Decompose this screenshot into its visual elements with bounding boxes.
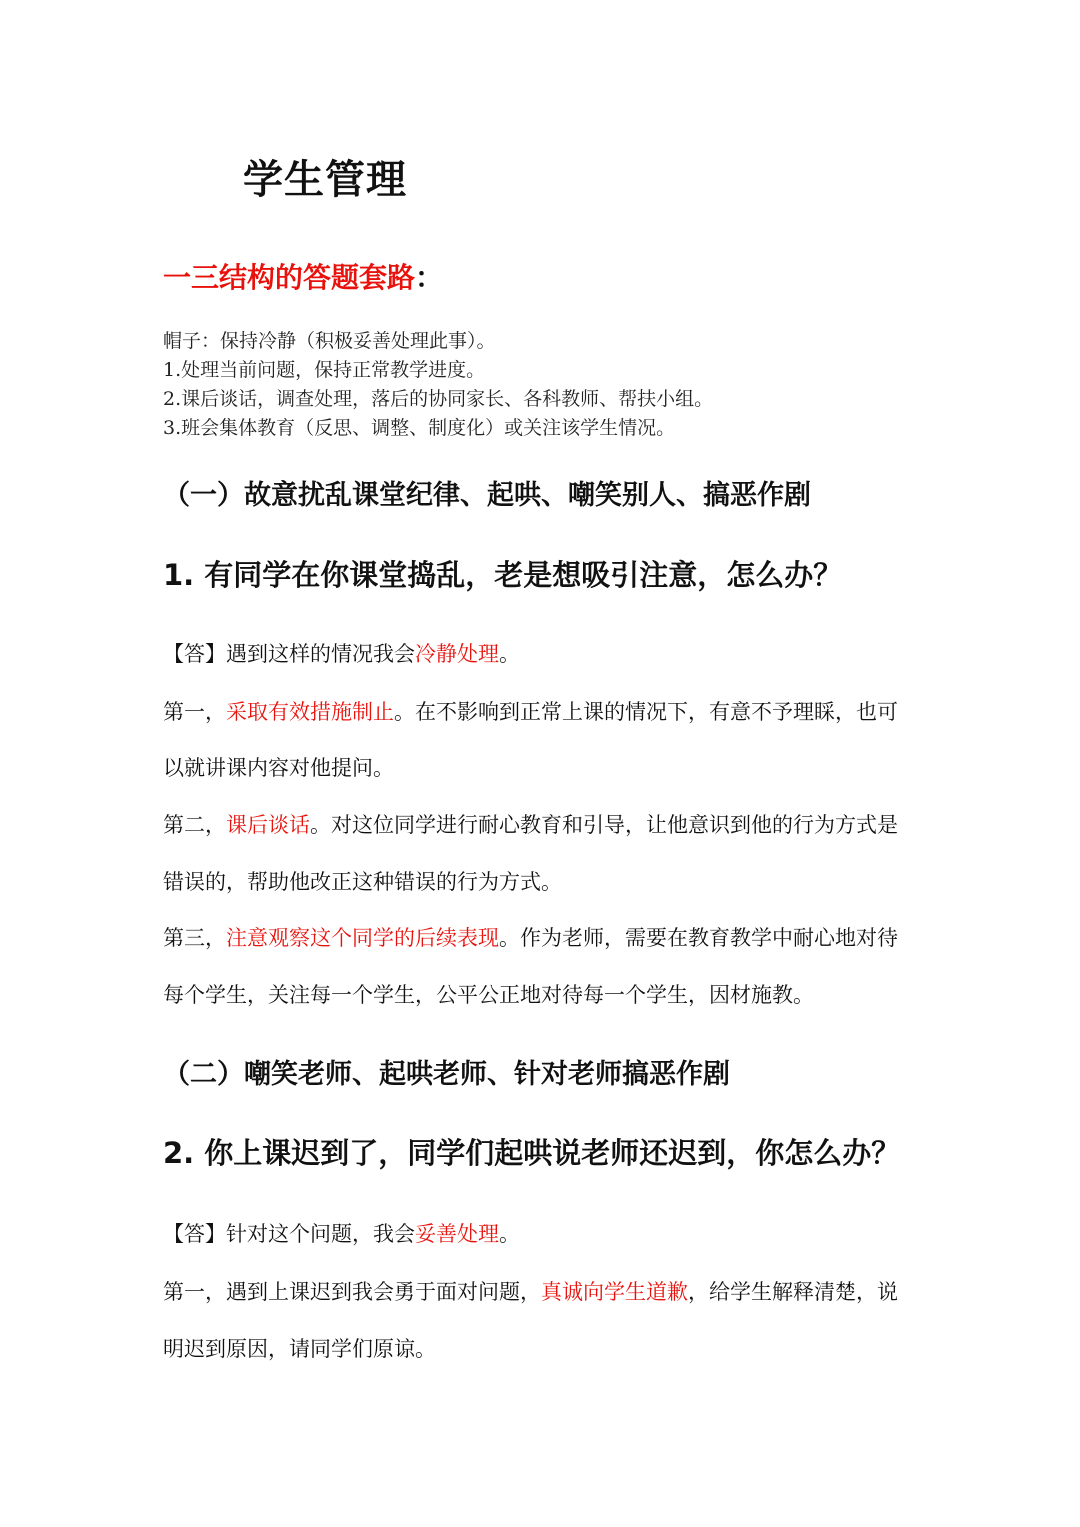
- q1-point1-prefix: 第一，: [163, 700, 226, 724]
- q2-point1: [163, 1276, 898, 1306]
- q1-point1-cont: 以就讲课内容对他提问。: [163, 756, 394, 780]
- q1-intro-keyword: 冷静处理: [415, 642, 499, 666]
- structure-heading-text: 一三结构的答题套路: [163, 261, 416, 294]
- q1-point3: [163, 922, 898, 952]
- q1-point3-text: 。作为老师，需要在教育教学中耐心地对待: [499, 926, 898, 950]
- q1-point1-text: 。在不影响到正常上课的情况下，有意不予理睬，也可: [394, 700, 898, 724]
- structure-line-2: 2.课后谈话，调查处理，落后的协同家长、各科教师、帮扶小组。: [163, 388, 714, 410]
- q1-point2-text: 。对这位同学进行耐心教育和引导，让他意识到他的行为方式是: [310, 813, 898, 837]
- section2-heading: （二）嘲笑老师、起哄老师、针对老师搞恶作剧: [163, 1059, 730, 1090]
- q2-intro-text: 【答】针对这个问题，我会: [163, 1222, 415, 1246]
- page-title: 学生管理: [243, 157, 407, 203]
- q1-point2-cont: 错误的，帮助他改正这种错误的行为方式。: [163, 870, 562, 894]
- q1-point1-keyword: 采取有效措施制止: [226, 700, 394, 724]
- section1-heading: （一）故意扰乱课堂纪律、起哄、嘲笑别人、搞恶作剧: [163, 480, 811, 511]
- question1-title: 1. 有同学在你课堂捣乱，老是想吸引注意，怎么办？: [163, 558, 843, 592]
- structure-line-1: 1.处理当前问题，保持正常教学进度。: [163, 359, 486, 381]
- q2-intro-keyword: 妥善处理: [415, 1222, 499, 1246]
- structure-line-3: 3.班会集体教育（反思、调整、制度化）或关注该学生情况。: [163, 417, 676, 439]
- q2-point1-keyword: 真诚向学生道歉: [541, 1280, 688, 1304]
- q1-point3-prefix: 第三，: [163, 926, 226, 950]
- q1-point1: [163, 696, 898, 726]
- question2-title: 2. 你上课迟到了，同学们起哄说老师还迟到，你怎么办？: [163, 1136, 901, 1170]
- structure-line-hat: 帽子：保持冷静（积极妥善处理此事）。: [163, 330, 496, 352]
- q1-point2: [163, 809, 898, 839]
- structure-heading-colon: ：: [415, 261, 444, 294]
- structure-heading: [163, 256, 443, 296]
- q2-point1-text: ，给学生解释清楚，说: [688, 1280, 898, 1304]
- q1-point2-prefix: 第二，: [163, 813, 226, 837]
- q1-point3-keyword: 注意观察这个同学的后续表现: [226, 926, 499, 950]
- q2-answer-intro: [163, 1218, 520, 1248]
- q1-answer-intro: [163, 638, 520, 668]
- q1-point3-cont: 每个学生，关注每一个学生，公平公正地对待每一个学生，因材施教。: [163, 983, 814, 1007]
- q1-point2-keyword: 课后谈话: [226, 813, 310, 837]
- q1-intro-text: 【答】遇到这样的情况我会: [163, 642, 415, 666]
- q2-point1-cont: 明迟到原因，请同学们原谅。: [163, 1337, 436, 1361]
- q2-point1-prefix: 第一，遇到上课迟到我会勇于面对问题，: [163, 1280, 541, 1304]
- q2-intro-end: 。: [499, 1222, 520, 1246]
- q1-intro-end: 。: [499, 642, 520, 666]
